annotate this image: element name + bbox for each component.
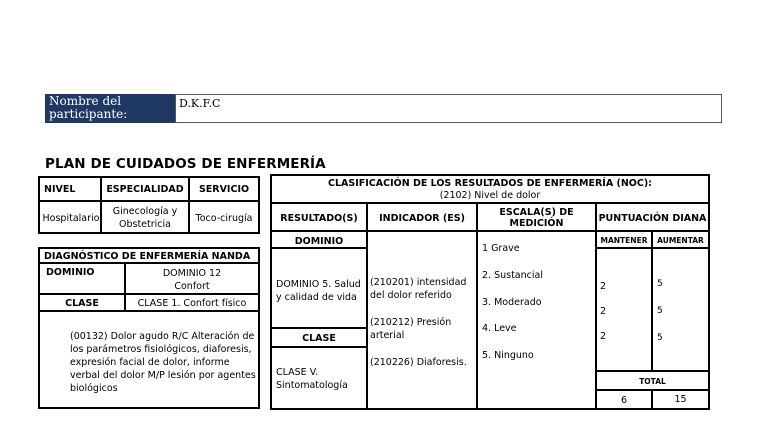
noc-dominio-label: DOMINIO (294, 235, 344, 247)
noc-dominio-value: DOMINIO 5. Salud y calidad de vida (276, 279, 361, 303)
mantener-value-1: 2 (600, 281, 607, 292)
total-label: TOTAL (639, 376, 666, 386)
mantener-value-3: 2 (600, 331, 607, 342)
header-indicador: INDICADOR (ES) (379, 212, 465, 224)
total-mantener: 6 (620, 395, 628, 406)
participant-value: D.K.F.C (175, 94, 722, 123)
aumentar-value-2: 5 (657, 306, 663, 316)
mantener-value-2: 2 (600, 306, 607, 317)
header-nivel: NIVEL (44, 183, 76, 195)
header-puntuacion: PUNTUACIÓN DIANA (598, 212, 707, 224)
indicator-2: (210212) Presión arterial (370, 317, 452, 341)
nanda-dominio-value: DOMINIO 12 Confort (162, 268, 222, 292)
nivel-value: Hospitalario (42, 212, 100, 224)
noc-title: CLASIFICACIÓN DE LOS RESULTADOS DE ENFERMERÍA (NOC): (2102) Nivel de dolor (328, 178, 652, 201)
especialidad-value: Ginecología y Obstetricia (112, 206, 178, 230)
header-escala: ESCALA(S) DE MEDICIÓN (499, 207, 574, 229)
header-especialidad: ESPECIALIDAD (106, 183, 184, 195)
total-aumentar: 15 (674, 393, 687, 405)
header-mantener: MANTENER (600, 236, 648, 245)
nanda-title: DIAGNÓSTICO DE ENFERMERÍA NANDA (44, 250, 251, 262)
nanda-clase-label: CLASE (65, 298, 99, 309)
header-resultado: RESULTADO(S) (280, 212, 358, 224)
scale-5: 5. Ninguno (482, 350, 534, 361)
nanda-clase-value: CLASE 1. Confort físico (137, 298, 247, 309)
page-title: PLAN DE CUIDADOS DE ENFERMERÍA (45, 156, 326, 172)
header-aumentar: AUMENTAR (657, 236, 704, 245)
scale-3: 3. Moderado (482, 297, 542, 308)
noc-clase-label: CLASE (302, 332, 336, 344)
header-servicio: SERVICIO (198, 183, 250, 195)
scale-4: 4. Leve (482, 323, 517, 334)
scale-2: 2. Sustancial (482, 270, 543, 281)
aumentar-value-3: 5 (657, 333, 663, 343)
indicator-3: (210226) Diaforesis. (370, 357, 467, 368)
indicator-1: (210201) intensidad del dolor referido (370, 277, 467, 301)
noc-clase-value: CLASE V. Sintomatología (276, 367, 348, 391)
aumentar-value-1: 5 (657, 279, 663, 289)
participant-label: Nombre del participante: (45, 94, 175, 123)
nanda-dominio-label: DOMINIO (46, 266, 95, 278)
nanda-diagnosis: (00132) Dolor agudo R/C Alteración de los parámetros fisiológicos, diaforesis, expresión facial de dolor, informe verbal del dolor M/P lesión por agentes biológicos (70, 331, 256, 394)
scale-1: 1 Grave (482, 243, 520, 254)
servicio-value: Toco-cirugía (195, 212, 253, 224)
